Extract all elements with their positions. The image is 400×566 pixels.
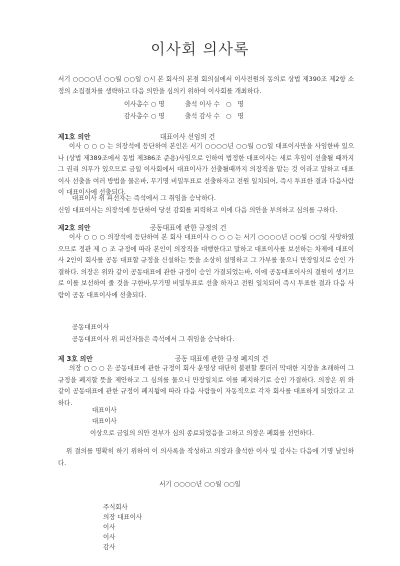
agenda2-subject: 공동대표에 관한 규정의 건 [150, 224, 227, 232]
auditor-count: 감사총수 ○ 명 출석 감사 수 ○ 명 [124, 112, 244, 120]
date-line: 서기 ○○○○년 ○○월 ○○일 [159, 480, 241, 488]
agenda3-rep1: 대표이사 [92, 406, 117, 414]
agenda2-body: 이사 ○ ○ ○ 의장석에 등단하여 본 회사 대표이사 ○ ○ ○ 는 서기 ○○○○년 ○○월 ○○일 사망하였으므로 정관 제 ○ 조 규정에 따라 본인이 의장직을 대행한다고 말하고 대표이사를 보선하는 차제에 대표이사 2인이 회사를 공동 대표할 규정을 신설하는 뜻을 소상히 설명하고 그 가부를 물으니 만장일치로 승인 가결하다. 의장은 위와 같이 공동대표에 관한 규정이 승인 가결되었는바, 이에 공동대표이사의 결원이 생기므로 이를 보선하여 줄 것을 구한바,무기명 비밀투표로 선출 하자고 전원 일치되어 즉시 투표한 결과 다음 사람이 공동 대표이사에 선출되다. [58, 233, 354, 299]
agenda3-label: 제 3호 의안 [58, 355, 93, 363]
agenda1-body: 이사 ○ ○ ○ 는 의장석에 등단하여 본인은 서기 ○○○○년 ○○월 ○○일 대표이사만을 사임한바 있으나 (상법 제389조에서 동법 제386조 준용)사임으로 인하여 법정한 대표이사는 새로 후임이 선출될 때까지 그 권리 의무가 있으므로 금일 이사회에서 대표이사가 선출될때까지 의장직을 맡는 것 이라고 말하고 대표이사 선출을 여러 방법을 물은바, 무기명 비밀투표로 선출하자고 전원 일치되어, 즉시 투표한 결과 다음사람이 대표이사에 선출되다. [58, 142, 354, 197]
agenda3-rep2: 대표이사 [92, 417, 117, 425]
agenda3-closing: 이상으로 금일의 의안 전부가 심의 종료되었음을 고하고 의장은 폐회를 선언하다. [90, 429, 315, 437]
agenda1-subject: 대표이사 선임의 건 [160, 133, 216, 141]
agenda2-rep2: 공동대표이사 위 피선자들은 즉석에서 그 취임을 승낙하다. [72, 335, 235, 343]
document-title: 이사회 의사록 [150, 40, 250, 58]
signature-auditor: 감사 [103, 543, 116, 551]
agenda2-label: 제2호 의안 [58, 224, 91, 232]
signature-director1: 이사 [103, 523, 116, 531]
conclusion-paragraph: 위 결의를 명확히 하기 위하여 이 의사록을 작성하고 의장과 출석한 이사 및 감사는 다음에 기명 날인하다. [58, 447, 354, 467]
intro-paragraph: 서기 ○○○○년 ○○월 ○○일 ○시 본 회사의 본점 회의실에서 이사전원의 동의로 상법 제390조 제2항 소정의 소집절차를 생략하고 다음 의안을 심의키 위하여 이사회를 개최하다. [58, 75, 354, 95]
signature-chair: 의장 대표이사 [103, 513, 143, 521]
agenda1-closing: 신임 대표이사는 의장석에 등단하여 당선 감회를 피력하고 이에 다음 의안을 부의하고 심의를 구하다. [58, 206, 338, 214]
signature-director2: 이사 [103, 533, 116, 541]
agenda1-elected-line: 대표이사 위 피선자는 즉석에서 그 취임을 승낙하다. [72, 194, 216, 202]
agenda3-body: 의장 ○ ○ ○ 은 공동대표에 관한 규정이 회사 운영상 대단히 불편할 뿐더러 막대한 지장을 초래하여 그 규정을 폐지할 뜻을 제안하고 그 심의를 물으니 만장일치로 이를 폐지하기로 승인 가결하다. 의장은 위 와 같이 공동대표에 관한 규정이 폐지됨에 따라 다음 사람들이 자동적으로 각자 회사를 대표하게 되었다고 고하다. [58, 364, 354, 407]
signature-company: 주식회사 [103, 503, 128, 511]
agenda1-label: 제1호 의안 [58, 133, 91, 141]
agenda2-rep1: 공동대표이사 [72, 323, 110, 331]
agenda3-subject: 공동 대표에 관한 규정 폐지의 건 [175, 355, 269, 363]
director-count: 이사총수 ○ 명 출석 이사 수 ○ 명 [124, 100, 244, 108]
